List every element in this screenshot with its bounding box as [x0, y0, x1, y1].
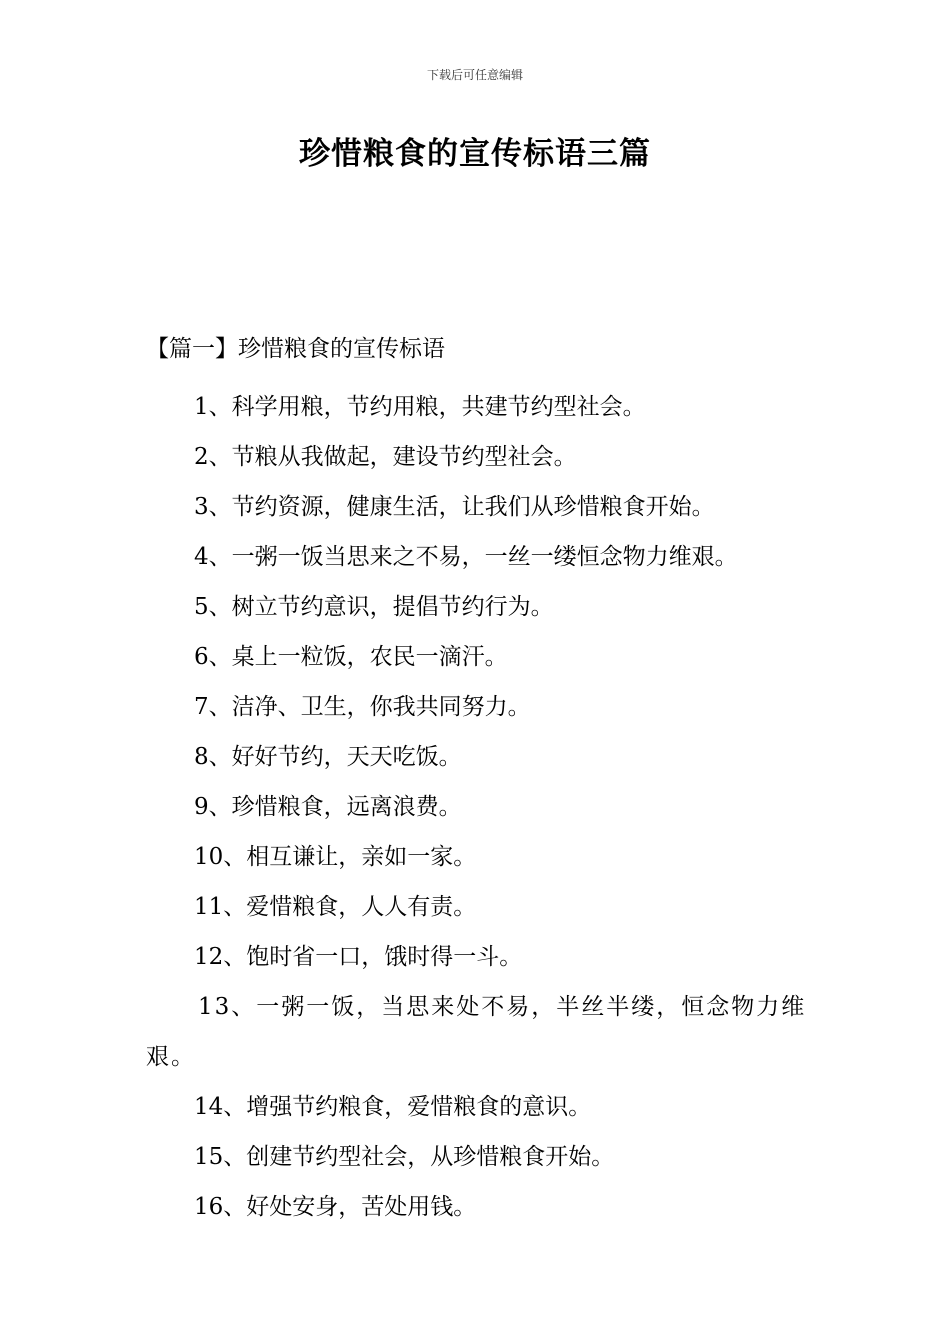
- document-title: 珍惜粮食的宣传标语三篇: [299, 136, 651, 172]
- slogan-item: 11、爱惜粮食，人人有责。: [194, 894, 477, 920]
- section-heading: 【篇一】珍惜粮食的宣传标语: [146, 336, 445, 362]
- page-header-note: 下载后可任意编辑: [426, 68, 523, 82]
- slogan-item: 1、科学用粮，节约用粮，共建节约型社会。: [194, 394, 646, 420]
- slogan-list: [146, 382, 816, 1232]
- slogan-item: 14、增强节约粮食，爱惜粮食的意识。: [194, 1094, 592, 1120]
- slogan-item: 10、相互谦让，亲如一家。: [194, 844, 477, 870]
- slogan-item: 12、饱时省一口，饿时得一斗。: [194, 944, 523, 970]
- slogan-item: 2、节粮从我做起，建设节约型社会。: [194, 444, 577, 470]
- slogan-item: 5、树立节约意识，提倡节约行为。: [194, 594, 554, 620]
- slogan-item: 16、好处安身，苦处用钱。: [194, 1194, 477, 1220]
- slogan-item: 15、创建节约型社会，从珍惜粮食开始。: [194, 1144, 615, 1170]
- slogan-item: 8、好好节约，天天吃饭。: [194, 744, 462, 770]
- slogan-item: 9、珍惜粮食，远离浪费。: [194, 794, 462, 820]
- slogan-item: 7、洁净、卫生，你我共同努力。: [194, 694, 531, 720]
- slogan-item: 4、一粥一饭当思来之不易，一丝一缕恒念物力维艰。: [194, 544, 738, 570]
- slogan-item: 3、节约资源，健康生活，让我们从珍惜粮食开始。: [194, 494, 715, 520]
- slogan-item: 13、一粥一饭，当思来处不易，半丝半缕，恒念物力维艰。: [146, 994, 807, 1070]
- slogan-item: 6、桌上一粒饭，农民一滴汗。: [194, 644, 508, 670]
